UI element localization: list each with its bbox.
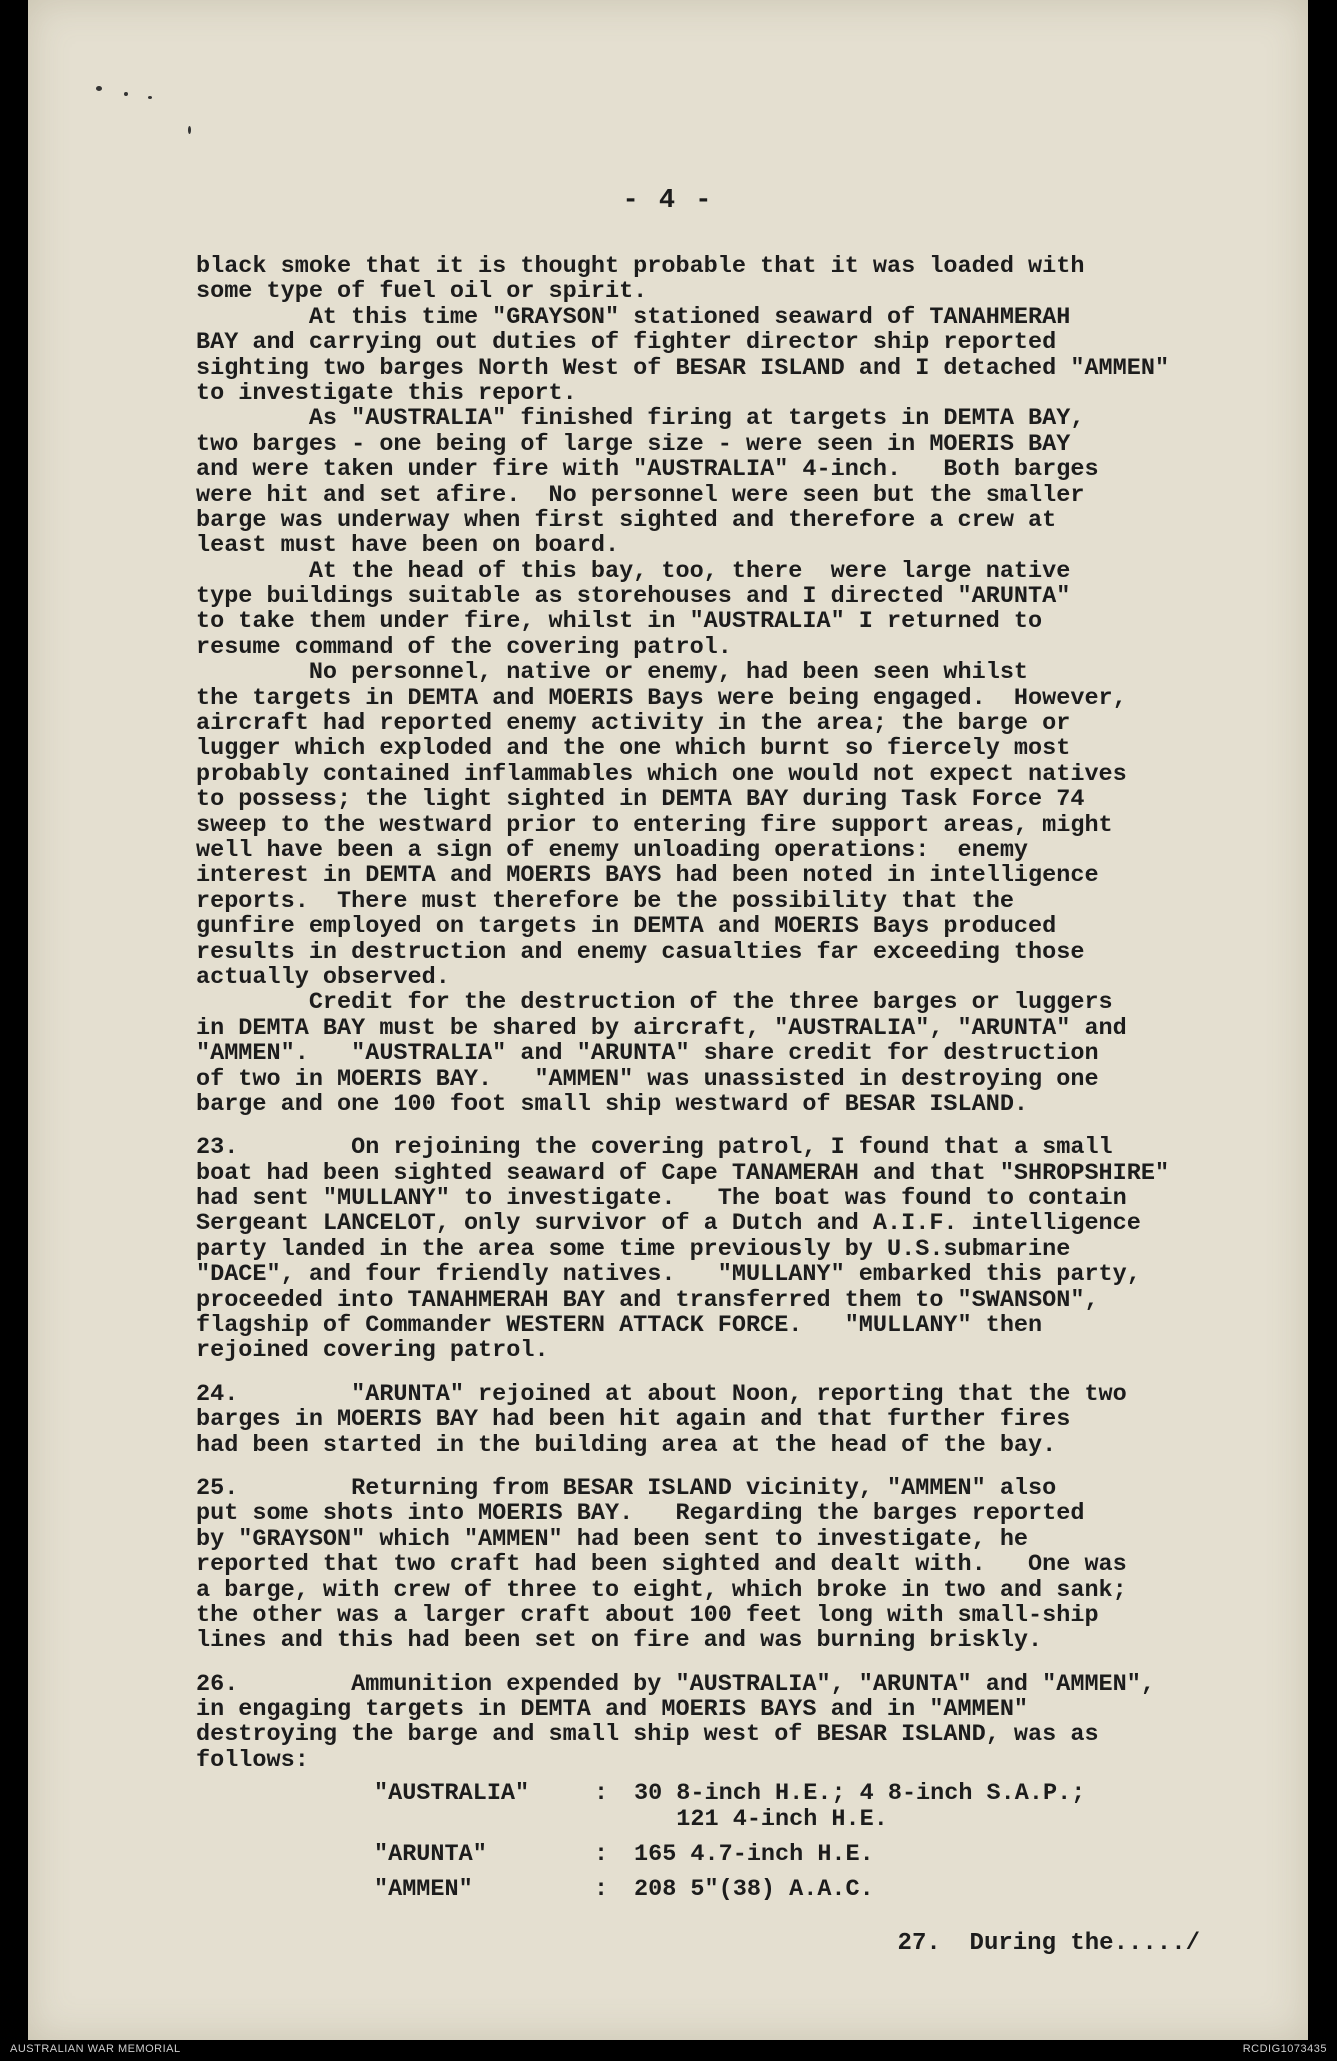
text-line: lines and this had been set on fire and was burning briskly.	[196, 1627, 1043, 1655]
document-body	[196, 254, 1256, 1913]
paragraph	[196, 254, 1256, 1117]
separator: :	[594, 1780, 609, 1808]
paper-blemish	[96, 86, 102, 91]
text-line: least must have been on board.	[196, 532, 620, 560]
text-line: reported that two craft had been sighted and dealt with. One was	[196, 1551, 1127, 1579]
text-line: to investigate this report.	[196, 379, 577, 407]
text-line: and were taken under fire with "AUSTRALIA" 4-inch. Both barges	[196, 456, 1099, 484]
paragraph	[196, 1135, 1256, 1364]
text-line: a barge, with crew of three to eight, which broke in two and sank;	[196, 1576, 1127, 1604]
text-line: Credit for the destruction of the three barges or luggers	[196, 989, 1113, 1017]
paragraph	[196, 1476, 1256, 1654]
ammunition-row	[374, 1781, 1256, 1832]
text-line: to possess; the light sighted in DEMTA BAY during Task Force 74	[196, 786, 1085, 814]
text-line: aircraft had reported enemy activity in the area; the barge or	[196, 710, 1071, 738]
text-line: 25. Returning from BESAR ISLAND vicinity, "AMMEN" also	[196, 1474, 1057, 1502]
separator: :	[594, 1876, 609, 1904]
ammunition-row	[374, 1877, 1256, 1902]
text-line: to take them under fire, whilst in "AUSTRALIA" I returned to	[196, 608, 1043, 636]
text-line: type buildings suitable as storehouses and I directed "ARUNTA"	[196, 583, 1071, 611]
text-line: in DEMTA BAY must be shared by aircraft, "AUSTRALIA", "ARUNTA" and	[196, 1014, 1127, 1042]
text-line: barges in MOERIS BAY had been hit again and that further fires	[196, 1406, 1071, 1434]
paper-blemish	[188, 126, 191, 134]
text-line: "AMMEN". "AUSTRALIA" and "ARUNTA" share credit for destruction	[196, 1040, 1099, 1068]
text-line: sweep to the westward prior to entering fire support areas, might	[196, 811, 1113, 839]
page-number: - 4 -	[622, 186, 714, 216]
text-line: party landed in the area some time previously by U.S.submarine	[196, 1235, 1071, 1263]
text-line: put some shots into MOERIS BAY. Regarding the barges reported	[196, 1500, 1085, 1528]
detail-line: 121 4-inch H.E.	[634, 1805, 888, 1833]
text-line: had been started in the building area at the head of the bay.	[196, 1431, 1057, 1459]
detail-line: 30 8-inch H.E.; 4 8-inch S.A.P.;	[634, 1780, 1086, 1808]
text-line: proceeded into TANAHMERAH BAY and transferred them to "SWANSON",	[196, 1286, 1099, 1314]
ship-name: "AUSTRALIA"	[374, 1780, 530, 1808]
ammunition-row	[374, 1842, 1256, 1867]
archive-footer-left: AUSTRALIAN WAR MEMORIAL	[10, 2043, 181, 2055]
paragraph-list	[196, 254, 1256, 1773]
text-line: in engaging targets in DEMTA and MOERIS BAYS and in "AMMEN"	[196, 1696, 1029, 1724]
text-line: two barges - one being of large size - were seen in MOERIS BAY	[196, 430, 1071, 458]
text-line: resume command of the covering patrol.	[196, 633, 732, 661]
ship-name: "ARUNTA"	[374, 1841, 487, 1869]
text-line: As "AUSTRALIA" finished firing at targets in DEMTA BAY,	[196, 405, 1085, 433]
text-line: actually observed.	[196, 963, 450, 991]
text-line: "DACE", and four friendly natives. "MULLANY" embarked this party,	[196, 1261, 1141, 1289]
paragraph-gap	[196, 1654, 1256, 1672]
detail-line: 165 4.7-inch H.E.	[634, 1841, 874, 1869]
text-line: Sergeant LANCELOT, only survivor of a Dutch and A.I.F. intelligence	[196, 1210, 1141, 1238]
text-line: of two in MOERIS BAY. "AMMEN" was unassisted in destroying one	[196, 1065, 1099, 1093]
text-line: probably contained inflammables which one would not expect natives	[196, 760, 1127, 788]
text-line: gunfire employed on targets in DEMTA and MOERIS Bays produced	[196, 913, 1057, 941]
text-line: destroying the barge and small ship west of BESAR ISLAND, was as	[196, 1721, 1099, 1749]
ammunition-table	[374, 1781, 1256, 1903]
text-line: by "GRAYSON" which "AMMEN" had been sent to investigate, he	[196, 1525, 1029, 1553]
text-line: interest in DEMTA and MOERIS BAYS had been noted in intelligence	[196, 862, 1099, 890]
text-line: the other was a larger craft about 100 feet long with small-ship	[196, 1601, 1099, 1629]
ammunition-detail	[634, 1877, 874, 1902]
paragraph-gap	[196, 1117, 1256, 1135]
text-line: 26. Ammunition expended by "AUSTRALIA", "ARUNTA" and "AMMEN",	[196, 1670, 1155, 1698]
text-line: barge was underway when first sighted and therefore a crew at	[196, 506, 1057, 534]
paragraph-gap	[196, 1364, 1256, 1382]
text-line: well have been a sign of enemy unloading operations: enemy	[196, 836, 1029, 864]
text-line: flagship of Commander WESTERN ATTACK FORCE. "MULLANY" then	[196, 1312, 1043, 1340]
text-line: results in destruction and enemy casualties far exceeding those	[196, 938, 1085, 966]
text-line: boat had been sighted seaward of Cape TANAMERAH and that "SHROPSHIRE"	[196, 1159, 1170, 1187]
text-line: At the head of this bay, too, there were large native	[196, 557, 1071, 585]
text-line: some type of fuel oil or spirit.	[196, 278, 648, 306]
ship-name: "AMMEN"	[374, 1876, 473, 1904]
text-line: barge and one 100 foot small ship westward of BESAR ISLAND.	[196, 1090, 1029, 1118]
text-line: No personnel, native or enemy, had been seen whilst	[196, 659, 1029, 687]
text-line: 23. On rejoining the covering patrol, I found that a small	[196, 1134, 1113, 1162]
text-line: rejoined covering patrol.	[196, 1337, 549, 1365]
document-page	[28, 0, 1308, 2040]
text-line: the targets in DEMTA and MOERIS Bays were being engaged. However,	[196, 684, 1127, 712]
text-line: sighting two barges North West of BESAR ISLAND and I detached "AMMEN"	[196, 354, 1170, 382]
text-line: At this time "GRAYSON" stationed seaward of TANAHMERAH	[196, 303, 1071, 331]
text-line: black smoke that it is thought probable that it was loaded with	[196, 253, 1085, 280]
text-line: were hit and set afire. No personnel were seen but the smaller	[196, 481, 1085, 509]
paper-blemish	[124, 92, 128, 96]
paper-blemish	[148, 96, 152, 99]
continuation-catchword: 27. During the...../	[897, 1930, 1200, 1957]
archive-footer-right: RCDIG1073435	[1242, 2043, 1327, 2055]
text-line: BAY and carrying out duties of fighter director ship reported	[196, 329, 1057, 357]
separator: :	[594, 1841, 609, 1869]
text-line: follows:	[196, 1746, 309, 1774]
paragraph	[196, 1382, 1256, 1458]
ammunition-detail	[634, 1842, 874, 1867]
ammunition-detail	[634, 1781, 1085, 1832]
detail-line: 208 5"(38) A.A.C.	[634, 1876, 874, 1904]
text-line: had sent "MULLANY" to investigate. The boat was found to contain	[196, 1185, 1127, 1213]
text-line: 24. "ARUNTA" rejoined at about Noon, reporting that the two	[196, 1380, 1127, 1408]
text-line: reports. There must therefore be the possibility that the	[196, 887, 1014, 915]
paragraph-gap	[196, 1458, 1256, 1476]
paragraph	[196, 1672, 1256, 1774]
text-line: lugger which exploded and the one which burnt so fiercely most	[196, 735, 1071, 763]
